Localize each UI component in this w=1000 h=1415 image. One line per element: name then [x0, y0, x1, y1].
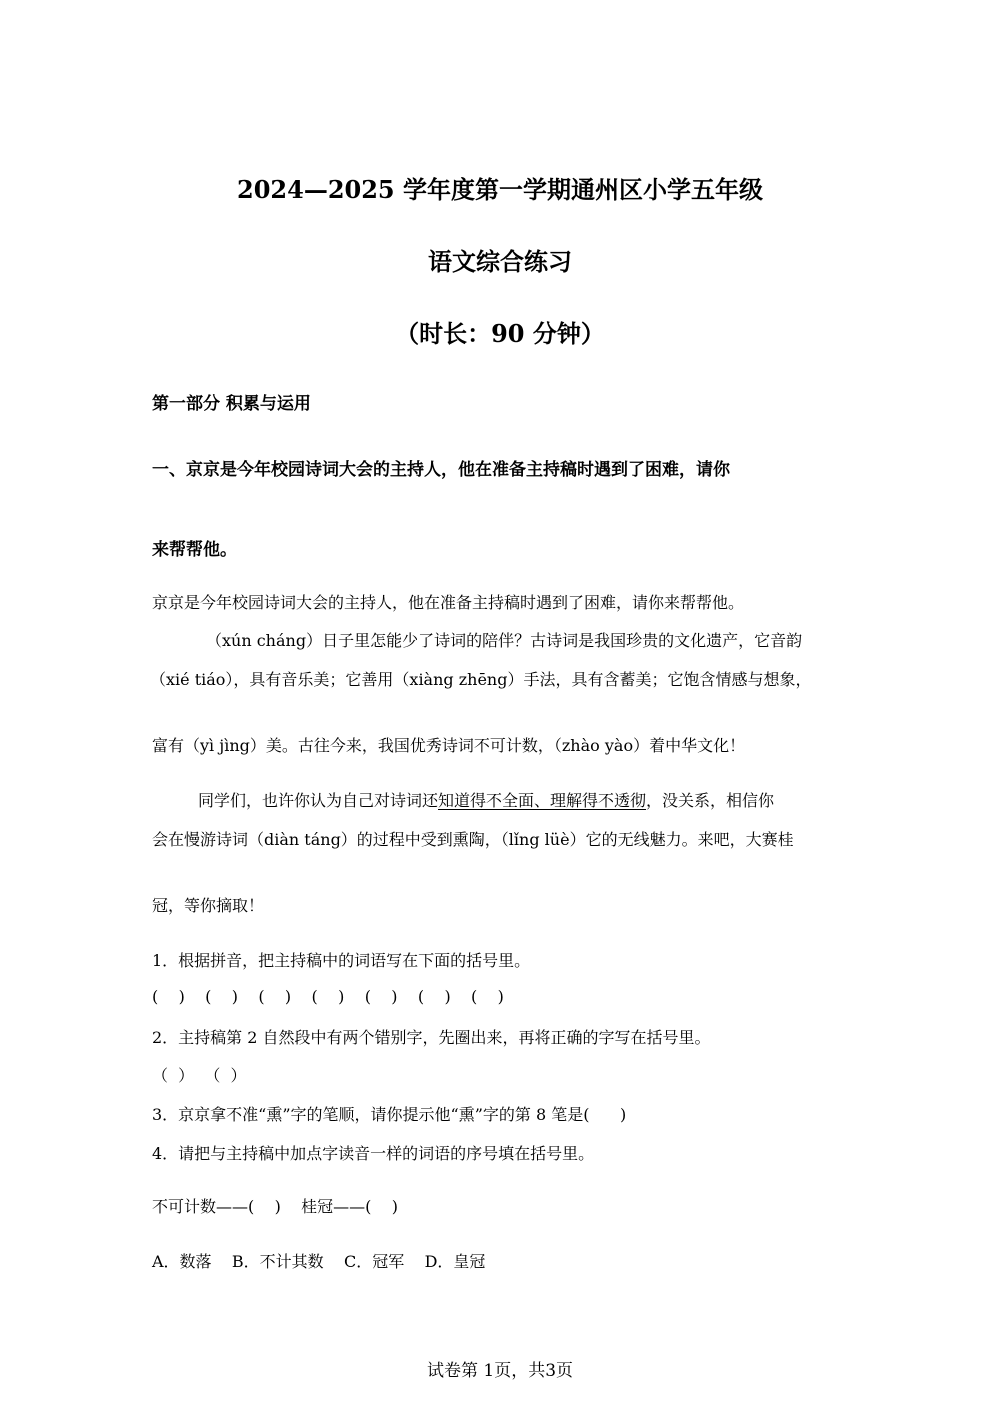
- passage-p2-line2: 会在慢游诗词（diàn táng）的过程中受到熏陶，（lǐng lüè）它的无线魅力。来吧，大赛桂: [152, 830, 794, 849]
- exam-title-line1: 2024—2025 学年度第一学期通州区小学五年级: [237, 175, 763, 204]
- section-heading-line2: 来帮帮他。: [152, 540, 237, 560]
- question-2-blanks: （ ） （ ）: [152, 1066, 247, 1085]
- question-3: 3．京京拿不准“熏”字的笔顺，请你提示他“熏”字的第 8 笔是( ): [152, 1105, 627, 1124]
- question-2: 2．主持稿第 2 自然段中有两个错别字，先圈出来，再将正确的字写在括号里。: [152, 1028, 711, 1047]
- question-1: 1．根据拼音，把主持稿中的词语写在下面的括号里。: [152, 951, 531, 970]
- passage-intro: 京京是今年校园诗词大会的主持人，他在准备主持稿时遇到了困难，请你来帮帮他。: [152, 593, 745, 612]
- exam-title-line2: 语文综合练习: [428, 247, 572, 276]
- passage-p2-line1-end: ，没关系，相信你: [646, 791, 775, 810]
- question-1-blanks: ( ) ( ) ( ) ( ) ( ) ( ) ( ): [152, 987, 504, 1006]
- exam-duration: （时长：90 分钟）: [395, 319, 605, 348]
- part-heading: 第一部分 积累与运用: [152, 394, 311, 414]
- passage-p2-line1-start: 同学们，也许你认为自己对诗词还: [198, 791, 439, 810]
- passage-p1-line1: （xún cháng）日子里怎能少了诗词的陪伴？古诗词是我国珍贵的文化遗产，它音韵: [206, 631, 803, 650]
- question-4: 4．请把与主持稿中加点字读音一样的词语的序号填在括号里。: [152, 1144, 595, 1163]
- question-4-options: A．数落 B．不计其数 C．冠军 D．皇冠: [152, 1252, 486, 1271]
- page-footer: 试卷第 1页，共3页: [426, 1361, 574, 1381]
- passage-p1-line2: （xié tiáo），具有音乐美；它善用（xiàng zhēng）手法，具有含蓄美；它饱含情感与想象，: [150, 670, 812, 689]
- passage-p1-line3: 富有（yì jìng）美。古往今来，我国优秀诗词不可计数，（zhào yào）着中华文化！: [152, 736, 746, 755]
- section-heading-line1: 一、京京是今年校园诗词大会的主持人，他在准备主持稿时遇到了困难，请你: [152, 460, 730, 480]
- underlined-phrase: 知道得不全面、理解得不透彻: [438, 791, 647, 810]
- passage-p2-line3: 冠，等你摘取！: [152, 896, 265, 915]
- passage-p2-line1: [198, 788, 774, 811]
- question-4-items: 不可计数——( ) 桂冠——( ): [152, 1197, 399, 1216]
